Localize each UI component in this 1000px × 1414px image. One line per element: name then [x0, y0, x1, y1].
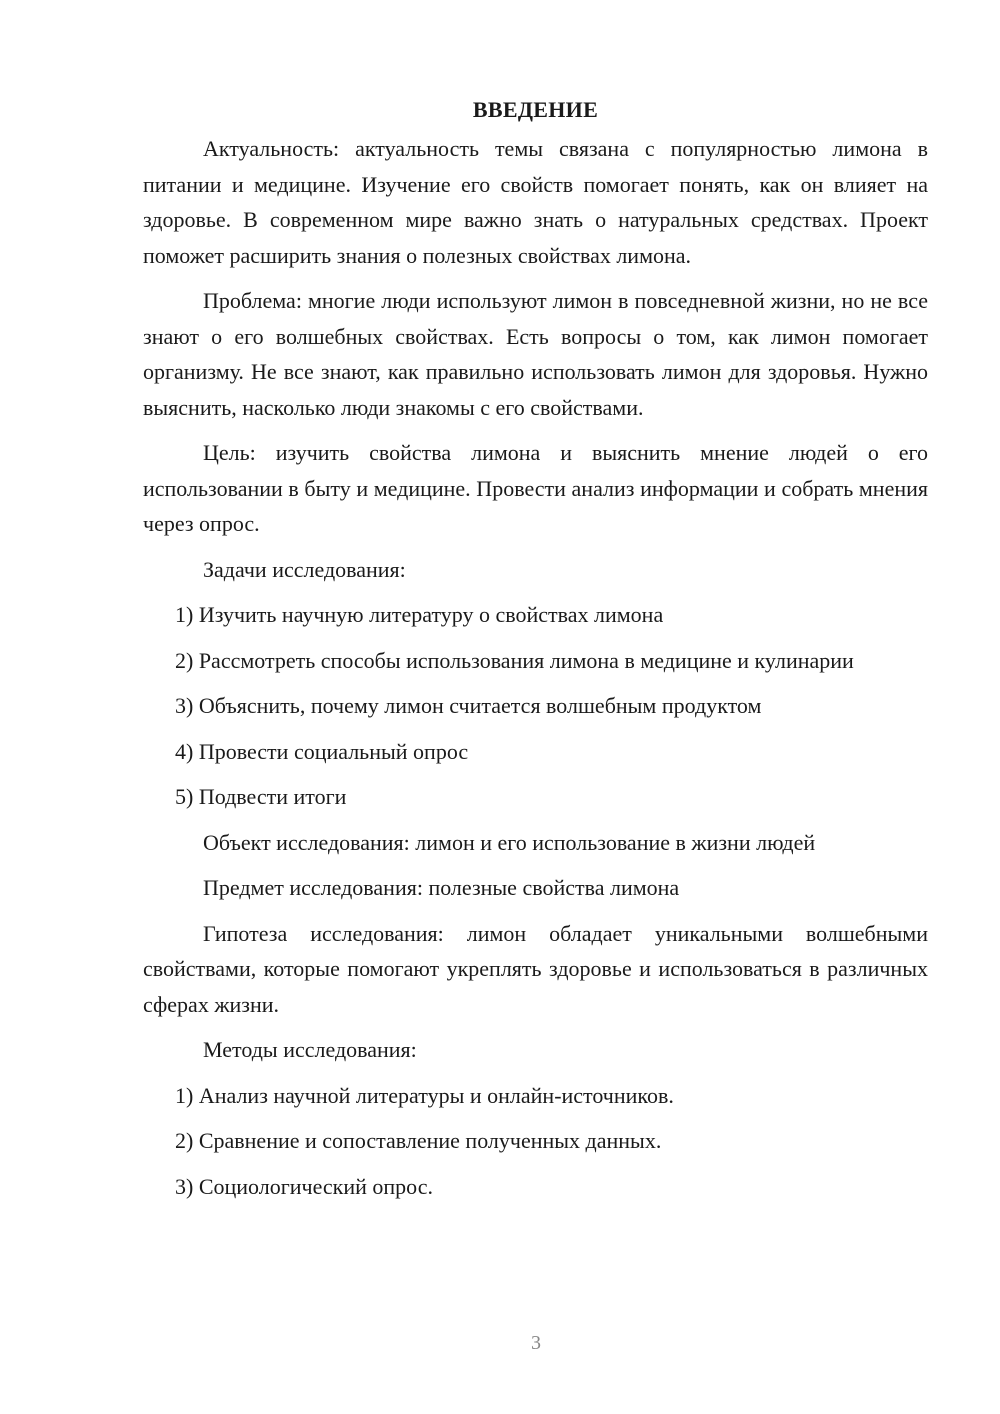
tasks-heading: Задачи исследования: [203, 556, 406, 582]
problem-paragraph: Проблема: многие люди используют лимон в повседневной жизни, но не все знают о его волшебных свойствах. Есть вопросы о том, как лимон помогает организму. Не все знают, как правильно использовать лимон для здоровья. Нужно выяснить, насколько люди знакомы с его свойствами. [143, 288, 928, 420]
document-page [143, 92, 928, 1214]
relevance-paragraph: Актуальность: актуальность темы связана с популярностью лимона в питании и медицине. Изучение его свойств помогает понять, как он влияет на здоровье. В современном мире важно знать о натуральных средствах. Проект поможет расширить знания о полезных свойствах лимона. [143, 136, 928, 268]
task-item: 5) Подвести итоги [175, 784, 347, 809]
hypothesis-paragraph: Гипотеза исследования: лимон обладает уникальными волшебными свойствами, которые помогают укреплять здоровье и использоваться в различных сферах жизни. [143, 920, 928, 1017]
methods-heading: Методы исследования: [203, 1037, 417, 1062]
page-number: 3 [531, 1332, 541, 1354]
subject-line: Предмет исследования: полезные свойства лимона [203, 875, 680, 900]
task-item: 3) Объяснить, почему лимон считается волшебным продуктом [175, 693, 762, 718]
method-item: 3) Социологический опрос. [175, 1173, 433, 1199]
section-title: ВВЕДЕНИЕ [472, 97, 599, 122]
object-line: Объект исследования: лимон и его использование в жизни людей [203, 829, 816, 855]
method-item: 2) Сравнение и сопоставление полученных данных. [175, 1128, 662, 1153]
method-item: 1) Анализ научной литературы и онлайн-источников. [175, 1082, 674, 1108]
task-item: 4) Провести социальный опрос [175, 738, 469, 764]
task-item: 1) Изучить научную литературу о свойствах лимона [175, 602, 664, 627]
task-item: 2) Рассмотреть способы использования лимона в медицине и кулинарии [175, 647, 854, 673]
goal-paragraph: Цель: изучить свойства лимона и выяснить мнение людей о его использовании в быту и медицине. Провести анализ информации и собрать мнения через опрос. [143, 440, 928, 536]
